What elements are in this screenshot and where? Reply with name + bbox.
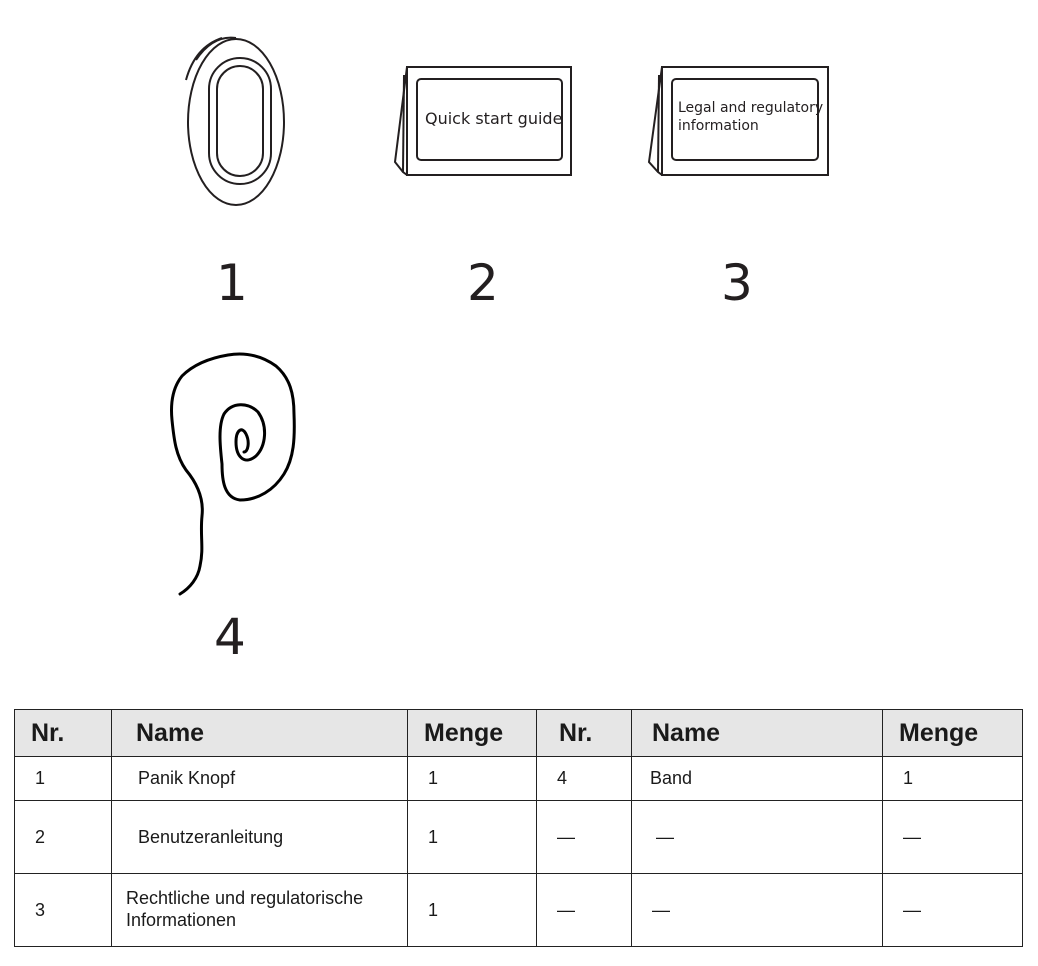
panic-button-drawing [186, 38, 284, 205]
cell-menge: 1 [408, 757, 537, 801]
table-header-row [15, 710, 1023, 757]
cell-name: Panik Knopf [112, 757, 408, 801]
item-number-1: 1 [216, 254, 248, 312]
cell-nr: 4 [537, 757, 632, 801]
item-number-2: 2 [467, 254, 499, 312]
header-nr-2: Nr. [537, 710, 632, 757]
cell-name: Band [632, 757, 883, 801]
cell-nr: — [537, 801, 632, 874]
item-number-3: 3 [721, 254, 753, 312]
table-row [15, 801, 1023, 874]
parts-table [14, 709, 1023, 947]
item-number-4: 4 [214, 608, 246, 666]
cell-nr: 2 [15, 801, 112, 874]
table-row [15, 874, 1023, 947]
cell-name: — [632, 801, 883, 874]
cell-menge: 1 [883, 757, 1023, 801]
header-nr-1: Nr. [15, 710, 112, 757]
cell-nr: 1 [15, 757, 112, 801]
cell-name: Benutzeranleitung [112, 801, 408, 874]
cell-nr: — [537, 874, 632, 947]
header-menge-2: Menge [883, 710, 1023, 757]
cell-nr: 3 [15, 874, 112, 947]
header-menge-1: Menge [408, 710, 537, 757]
cell-name: Rechtliche und regulatorische Informationen [112, 874, 408, 947]
legal-info-label-line2: information [678, 118, 759, 134]
band-drawing [171, 354, 294, 594]
cell-name: — [632, 874, 883, 947]
cell-menge: — [883, 801, 1023, 874]
cell-menge: 1 [408, 801, 537, 874]
legal-info-label-line1: Legal and regulatory [678, 100, 824, 116]
header-name-2: Name [632, 710, 883, 757]
table-row [15, 757, 1023, 801]
cell-menge: 1 [408, 874, 537, 947]
cell-menge: — [883, 874, 1023, 947]
header-name-1: Name [112, 710, 408, 757]
quick-start-guide-label: Quick start guide [425, 109, 563, 128]
